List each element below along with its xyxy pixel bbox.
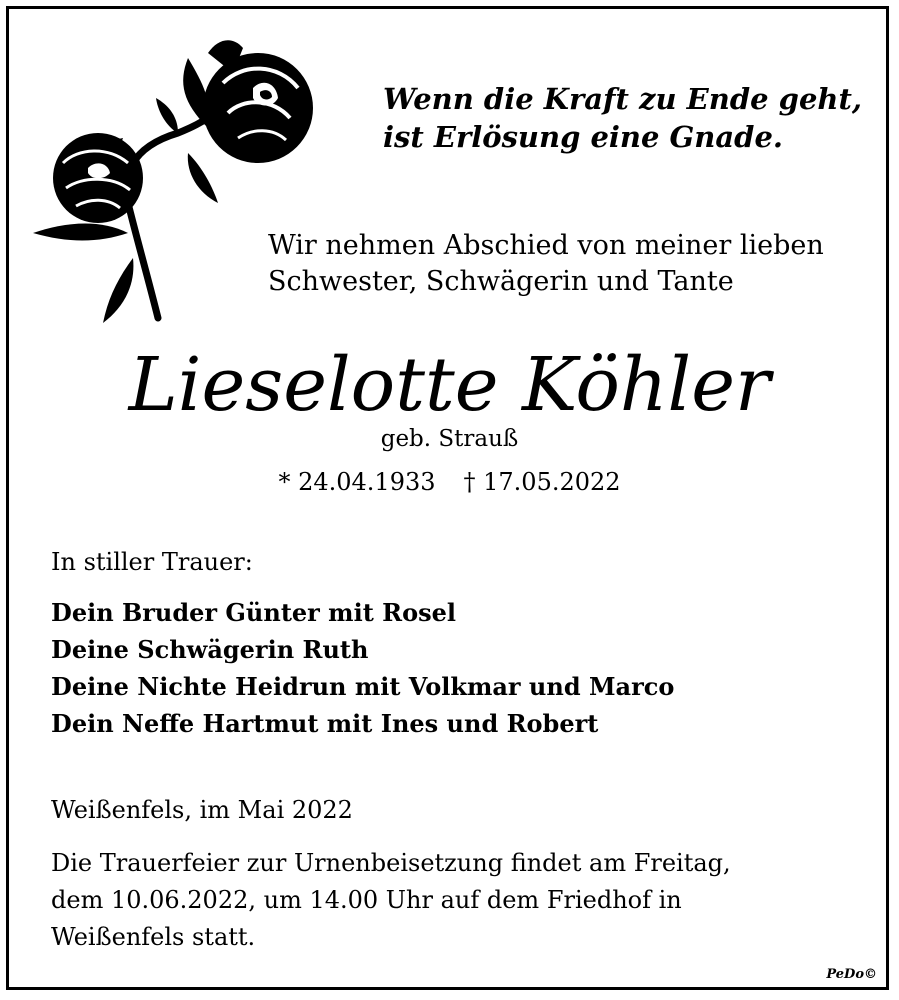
mourning-label: In stiller Trauer:	[51, 548, 253, 576]
quote-line-2: ist Erlösung eine Gnade.	[383, 120, 784, 154]
mourner: Dein Neffe Hartmut mit Ines und Robert	[51, 709, 599, 738]
place-date: Weißenfels, im Mai 2022	[51, 796, 353, 824]
mourners-list	[51, 594, 674, 742]
quote	[383, 80, 873, 156]
mourner: Deine Nichte Heidrun mit Volkmar und Marco	[51, 672, 675, 701]
birth-date: * 24.04.1933	[278, 468, 436, 496]
mourner: Dein Bruder Günter mit Rosel	[51, 598, 456, 627]
deceased-name: Lieselotte Köhler	[128, 342, 771, 428]
quote-line-1: Wenn die Kraft zu Ende geht,	[383, 82, 862, 116]
mourner: Deine Schwägerin Ruth	[51, 635, 369, 664]
intro-line-1: Wir nehmen Abschied von meiner lieben	[268, 230, 824, 261]
ceremony-info	[51, 845, 871, 956]
designer-signature: PeDo©	[826, 967, 877, 982]
ceremony-line-3: Weißenfels statt.	[51, 923, 256, 951]
intro-line-2: Schwester, Schwägerin und Tante	[268, 266, 734, 297]
birth-name: geb. Strauß	[380, 426, 519, 452]
ceremony-line-2: dem 10.06.2022, um 14.00 Uhr auf dem Friedhof in	[51, 886, 682, 914]
ceremony-line-1: Die Trauerfeier zur Urnenbeisetzung findet am Freitag,	[51, 849, 731, 877]
death-date: † 17.05.2022	[463, 468, 621, 496]
farewell-intro	[268, 228, 868, 300]
life-dates	[0, 465, 899, 499]
